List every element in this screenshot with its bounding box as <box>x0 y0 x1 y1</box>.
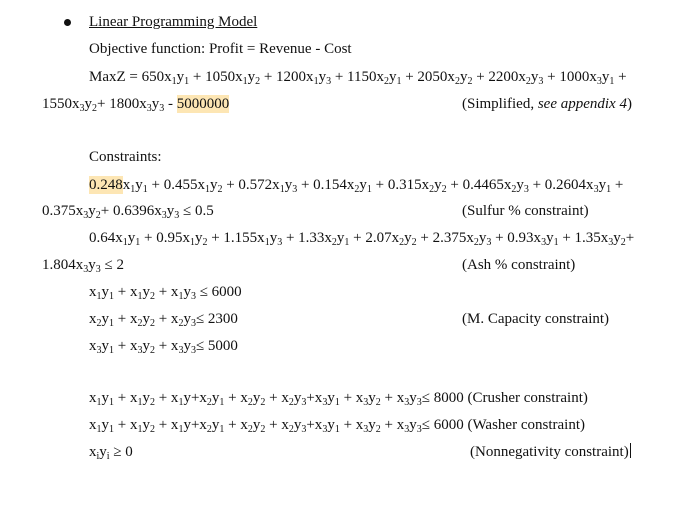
capacity-line-1: $x_1y_1 + x_1y_2 + x_1y_3 \le 6000$ <box>89 284 242 302</box>
ash-constraint-label: (Ash % constraint) <box>462 257 576 273</box>
simplified-note: (Simplified, see appendix 4) <box>462 96 632 112</box>
ash-line-2: $1.804x_3y_3 \le 2$ <box>42 257 124 275</box>
nonneg-line: $x_iy_i \ge 0$ <box>89 444 133 462</box>
crusher-line: $x_1y_1 + x_1y_2 + x_1y+x_2y_1 + x_2y_2 + x_2y_3+x_3y_1 + x_3y_2 + x_3y_3\le 8000$ (Crusher constraint) <box>89 390 588 408</box>
sulfur-line-2: $0.375x_3y_2+ 0.6396x_3y_3 \le 0.5$ <box>42 203 214 221</box>
capacity-line-3: $x_3y_1 + x_3y_2 + x_3y_3\le 5000$ <box>89 338 238 356</box>
text-cursor <box>630 443 631 458</box>
maxz-constant-highlight: 5000000 <box>176 96 230 112</box>
objective-label: Objective function: Profit = Revenue - Cost <box>89 41 352 57</box>
washer-line: $x_1y_1 + x_1y_2 + x_1y+x_2y_1 + x_2y_2 + x_2y_3+x_3y_1 + x_3y_2 + x_3y_3\le 6000$ (Washer constraint) <box>89 417 585 435</box>
maxz-line-2: $1550x_3y_2+ 1800x_3y_3 - 5000000$ <box>42 96 230 114</box>
ash-line-1: $0.64x_1y_1 + 0.95x_1y_2 + 1.155x_1y_3 + 1.33x_2y_1 + 2.07x_2y_2 + 2.375x_2y_3 + 0.93x_3y_1 + 1.35x_3y_2+$ <box>89 230 635 248</box>
constraints-label: Constraints: <box>89 149 162 165</box>
sulfur-constraint-label: (Sulfur % constraint) <box>462 203 589 219</box>
capacity-constraint-label: (M. Capacity constraint) <box>462 311 610 327</box>
capacity-line-2: $x_2y_1 + x_2y_2 + x_2y_3\le 2300$ <box>89 311 238 329</box>
maxz-line-1: MaxZ = $650x_1y_1 + 1050x_1y_2 + 1200x_1y_3 + 1150x_2y_1 + 2050x_2y_2 + 2200x_2y_3 + 1000x_3y_1$ + <box>89 69 627 87</box>
nonneg-constraint-label: (Nonnegativity constraint) <box>470 444 629 460</box>
sulfur-coef-highlight: 0.248 <box>89 177 123 193</box>
sulfur-line-1: $0.248x_1y_1 + 0.455x_1y_2 + 0.572x_1y_3 + 0.154x_2y_1 + 0.315x_2y_2 + 0.4465x_2y_3 + 0.2604x_3y_1$ + <box>89 177 624 195</box>
bullet-icon <box>64 19 71 26</box>
section-title: Linear Programming Model <box>89 14 258 30</box>
